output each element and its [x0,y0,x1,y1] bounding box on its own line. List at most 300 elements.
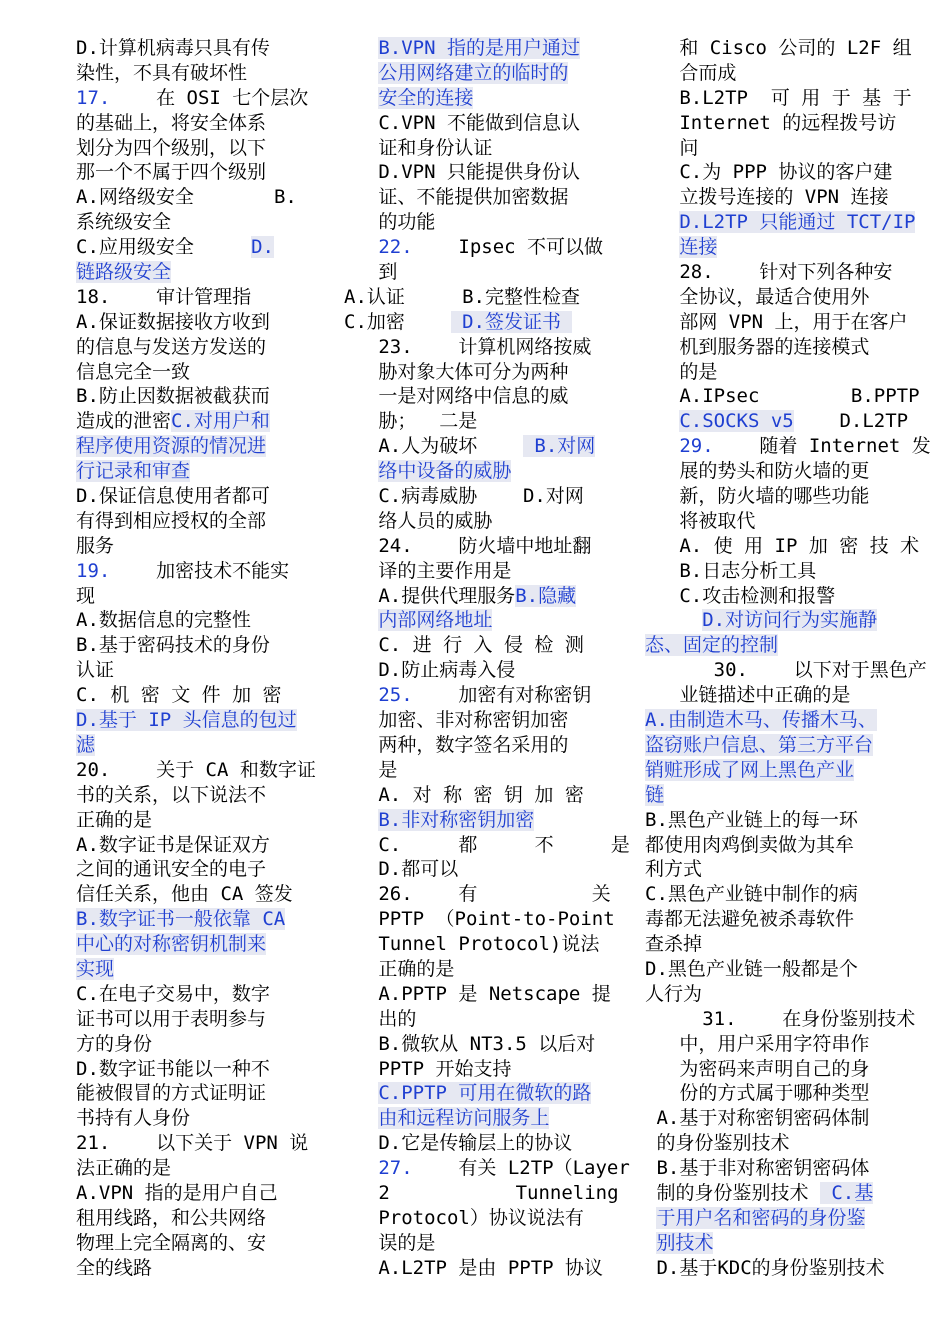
text-run: 20. 关于 CA 和数字证 [76,758,316,781]
answer-highlight: 链路级安全 [76,261,172,284]
text-run: 现 [76,584,96,607]
text-run: C.为 PPP 协议的客户建 [645,161,893,184]
text-line [645,1231,917,1256]
text-line [344,534,614,559]
text-run: D.L2TP [793,410,909,433]
text-run [645,410,679,432]
answer-highlight: 安全的连接 [378,86,474,109]
text-line [344,185,614,210]
text-line [645,907,917,932]
text-line [76,36,312,61]
text-line [645,957,917,982]
answer-highlight: D.对访问行为实施静 [702,609,878,632]
text-line [76,1106,312,1131]
text-line [645,882,917,907]
text-run: A.人为破坏 [344,435,523,458]
text-line [76,1181,312,1206]
text-run: 有关 L2TP（Layer [412,1157,630,1180]
text-line [645,111,917,136]
text-line [76,534,312,559]
text-run: 问 [645,136,699,159]
text-line [76,509,312,534]
text-run: 系统级安全 [76,211,172,234]
answer-highlight: 连接 [679,236,718,259]
text-line [344,1081,614,1106]
text-run: D.数字证书能以一种不 [76,1057,270,1080]
text-run: D.基于KDC的身份鉴别技术 [645,1256,885,1279]
text-run: 全协议，最适合使用外 [645,285,870,308]
text-line [76,733,312,758]
text-line [76,708,312,733]
text-line [344,1206,614,1231]
text-run: 机到服务器的连接模式 [645,335,870,358]
text-run: 胁对象大体可分为两种 [344,360,569,383]
answer-highlight: D. [251,236,274,259]
text-line [76,932,312,957]
answer-highlight: C.SOCKS v5 [679,410,794,433]
text-line [344,882,614,907]
text-run: 证和身份认证 [344,136,493,159]
text-line [344,459,614,484]
text-line [344,1131,614,1156]
answer-highlight: A.由制造木马、传播木马、 [645,709,877,732]
text-run: 划分为四个级别，以下 [76,136,267,159]
text-run [344,37,378,59]
answer-highlight: D.L2TP 只能通过 TCT/IP [679,211,916,234]
text-line [344,758,614,783]
answer-highlight: C.对用户和 [171,410,270,433]
text-run: 业链描述中正确的是 [645,684,851,707]
text-run: 展的势头和防火墙的更 [645,460,870,483]
answer-highlight: B.隐藏 [515,584,577,607]
text-run: 26. 有 关 [344,883,611,906]
text-run: 和 Cisco 公司的 L2F 组 [645,37,912,59]
text-run: 随着 Internet 发 [713,435,931,458]
text-line [645,1032,917,1057]
text-line [76,982,312,1007]
text-line [344,1057,614,1082]
text-line [645,434,931,459]
text-run: 合而成 [645,61,737,84]
text-run: C. 进 行 入 侵 检 测 [344,634,584,657]
text-line [76,1256,312,1281]
text-run: A.VPN 指的是用户自己 [76,1181,278,1204]
answer-highlight: B.对网 [522,435,596,458]
text-run: 的功能 [344,211,436,234]
text-run: 制的身份鉴别技术 [645,1181,820,1204]
text-line [76,857,312,882]
text-line [76,185,312,210]
text-run: C.应用级安全 [76,236,252,259]
text-line [76,484,312,509]
text-line [645,210,917,235]
text-run: 认证 [76,659,115,682]
text-line [645,86,917,111]
text-run: 21. 以下关于 VPN 说 [76,1132,309,1155]
text-line [76,1032,312,1057]
text-run: 人行为 [645,982,703,1005]
text-run: B.防止因数据被截获而 [76,385,270,408]
text-run: 将被取代 [645,509,756,532]
text-run: 加密有对称密钥 [412,684,592,707]
text-line [645,36,917,61]
text-run: A. 对 称 密 钥 加 密 [344,783,584,806]
text-line [76,833,312,858]
text-run [344,1082,378,1104]
text-line [645,1156,917,1181]
text-line [645,335,917,360]
text-line [344,907,614,932]
text-run: 两种，数字签名采用的 [344,733,569,756]
text-line [645,1007,917,1032]
text-line [76,1007,312,1032]
text-run: D.它是传输层上的协议 [344,1132,573,1155]
text-run: 的是 [645,360,718,383]
text-run: C.加密 [344,310,451,333]
text-line [344,86,614,111]
text-line [645,733,917,758]
text-run: 物理上完全隔离的、安 [76,1231,267,1254]
question-number: 27. [378,1157,413,1180]
text-line [645,708,917,733]
text-line [76,136,312,161]
text-line [645,982,917,1007]
text-run: A.保证数据接收方收到 [76,310,270,333]
question-number: 25. [378,684,413,707]
text-line [645,584,917,609]
text-line [645,260,917,285]
text-line [76,360,312,385]
text-line [76,310,312,335]
text-line [645,384,920,409]
text-line [76,235,312,260]
text-run [344,809,378,831]
text-run: 染性，不具有破坏性 [76,61,248,84]
text-run: 加密技术不能实 [110,559,290,582]
text-run: 查杀掉 [645,933,703,956]
text-run: 有得到相应授权的全部 [76,509,267,532]
text-line [344,434,614,459]
text-run: Protocol）协议说法有 [344,1206,584,1229]
answer-highlight: 实现 [76,957,115,980]
text-line [344,1032,614,1057]
answer-highlight: 行记录和审查 [76,460,191,483]
text-run: 信任关系，他由 CA 签发 [76,883,293,906]
text-line [645,1206,917,1231]
text-run: 一是对网络中信息的威 [344,385,569,408]
text-line [344,857,614,882]
text-run: 加密、非对称密钥加密 [344,709,569,732]
text-line [645,235,917,260]
text-line [344,833,630,858]
answer-highlight: 链 [645,783,665,806]
text-line [76,260,312,285]
text-line [344,1106,614,1131]
text-run: 译的主要作用是 [344,559,512,582]
text-run: Ipsec 不可以做 [412,236,604,259]
answer-highlight: B.VPN 指的是用户通过 [378,37,580,59]
text-line [344,733,614,758]
text-run [645,1207,656,1229]
text-run: D.都可以 [344,858,459,881]
text-run: A.网络级安全 B. [76,186,297,209]
text-run: C.VPN 不能做到信息认 [344,111,580,134]
text-run: 份的方式属于哪种类型 [645,1082,870,1105]
text-line [344,384,614,409]
text-line [645,658,927,683]
answer-highlight: C.基 [819,1181,874,1204]
text-line [76,1156,312,1181]
text-line [344,509,614,534]
text-line [645,160,917,185]
question-number: 29. [679,435,714,458]
text-line [76,61,312,86]
text-line [645,808,917,833]
text-run: Tunnel Protocol)说法 [344,933,600,956]
text-run [344,1107,378,1129]
answer-highlight: 销赃形成了网上黑色产业 [645,758,855,781]
text-run [645,236,679,258]
text-run: 新，防火墙的哪些功能 [645,485,870,508]
text-run: D.保证信息使用者都可 [76,485,270,508]
text-line [344,1256,614,1281]
text-line [344,409,614,434]
question-number: 17. [76,86,111,109]
answer-highlight: D.签发证书 [450,310,573,333]
text-line [76,111,312,136]
text-line [344,310,614,335]
text-run: 的基础上，将安全体系 [76,111,267,134]
text-run: A.PPTP 是 Netscape 提 [344,982,611,1005]
text-run: B.基于非对称密钥密码体 [645,1157,870,1180]
text-line [344,1231,614,1256]
text-run: A.数据信息的完整性 [76,609,251,632]
text-line [76,584,312,609]
text-line [76,335,312,360]
text-run: C.在电子交易中，数字 [76,982,270,1005]
text-run: 毒都无法避免被杀毒软件 [645,908,855,931]
question-number: 19. [76,559,111,582]
text-line [645,833,917,858]
text-line [344,608,614,633]
text-run: 的信息与发送方发送的 [76,335,267,358]
text-run: C.攻击检测和报警 [645,584,836,607]
text-line [344,210,614,235]
text-run [344,460,378,482]
text-line [344,235,614,260]
text-run: 书的关系，以下说法不 [76,783,267,806]
text-run: C.黑色产业链中制作的病 [645,883,858,906]
text-line [76,882,312,907]
text-line [645,285,917,310]
text-run: 服务 [76,534,115,557]
text-line [645,409,917,434]
text-run [645,1232,656,1254]
text-line [344,957,614,982]
question-number: 22. [378,236,413,259]
text-line [76,783,312,808]
text-line [645,509,917,534]
text-run: C. 机 密 文 件 加 密 [76,684,282,707]
text-line [645,783,917,808]
text-run: 立拨号连接的 VPN 连接 [645,186,889,209]
text-run: 络人员的威胁 [344,509,493,532]
text-run: C.病毒威胁 D.对网 [344,485,584,508]
text-line [344,808,614,833]
text-line [645,310,917,335]
text-line [76,1131,312,1156]
text-line [645,633,917,658]
text-run [344,1157,378,1179]
text-line [76,86,312,111]
text-run [344,609,378,631]
answer-highlight: B.非对称密钥加密 [378,808,535,831]
text-run [344,87,378,109]
answer-highlight: 态、固定的控制 [645,634,779,657]
text-line [344,335,614,360]
text-run: 部网 VPN 上，用于在客户 [645,310,908,333]
text-line [645,534,920,559]
text-run: 到 [344,261,398,284]
text-line [645,683,917,708]
text-run: 胁； 二是 [344,410,478,433]
text-run [344,236,378,258]
text-run: 能被假冒的方式证明证 [76,1082,267,1105]
text-line [344,783,614,808]
text-line [344,559,614,584]
text-line [344,1007,614,1032]
text-line [76,1206,312,1231]
text-run: 方的身份 [76,1032,153,1055]
text-run: 30. 以下对于黑色产 [645,659,927,682]
answer-highlight: 别技术 [656,1231,714,1254]
text-run: D.计算机病毒只具有传 [76,37,270,59]
text-line [645,932,917,957]
text-line [76,285,312,310]
text-line [344,136,614,161]
text-line [76,1057,312,1082]
text-line [344,36,614,61]
text-line [645,185,917,210]
text-run: D.VPN 只能提供身份认 [344,161,580,184]
text-run: 之间的通讯安全的电子 [76,858,267,881]
text-line [76,957,312,982]
text-run [645,435,679,457]
text-line [645,608,917,633]
text-line [76,409,312,434]
answer-highlight: C.PPTP 可用在微软的路 [378,1082,592,1105]
answer-highlight: 程序使用资源的情况进 [76,435,267,458]
text-run: 是 [344,758,398,781]
text-run: 利方式 [645,858,703,881]
text-run: B.日志分析工具 [645,559,817,582]
column-2 [344,36,630,1281]
answer-highlight: 内部网络地址 [378,609,493,632]
text-line [76,907,312,932]
text-line [76,559,312,584]
text-line [344,1156,630,1181]
text-run: 为密码来声明自己的身 [645,1057,870,1080]
text-run [645,211,679,233]
text-run: A.IPsec B.PPTP [645,385,920,408]
text-line [76,434,312,459]
text-line [344,61,614,86]
answer-highlight: 公用网络建立的临时的 [378,61,569,84]
text-line [76,633,312,658]
column-3 [645,36,931,1281]
text-line [645,1256,917,1281]
text-run: D.黑色产业链一般都是个 [645,957,858,980]
text-line [645,758,917,783]
text-run [645,609,702,631]
text-run: D.防止病毒入侵 [344,659,516,682]
answer-highlight: 盗窃账户信息、第三方平台 [645,733,874,756]
text-line [645,1081,917,1106]
text-line [645,136,917,161]
text-line [344,360,614,385]
text-run: A.提供代理服务 [344,584,516,607]
text-run: 24. 防火墙中地址翻 [344,534,592,557]
text-line [645,61,917,86]
text-line [76,683,312,708]
text-run: B.微软从 NT3.5 以后对 [344,1032,596,1055]
text-run: 租用线路，和公共网络 [76,1206,267,1229]
text-run: A.L2TP 是由 PPTP 协议 [344,1256,604,1279]
text-line [76,384,312,409]
text-line [344,1181,619,1206]
answer-highlight: D.基于 IP 头信息的包过 [76,709,297,732]
text-run: A.数字证书是保证双方 [76,833,270,856]
text-line [344,708,614,733]
text-line [344,160,614,185]
text-line [344,285,614,310]
text-line [344,484,614,509]
text-line [344,683,614,708]
text-run: A.基于对称密钥密码体制 [645,1107,870,1130]
text-run: 全的线路 [76,1256,153,1279]
text-run: A. 使 用 IP 加 密 技 术 [645,534,920,557]
text-run: 造成的泄密 [76,410,172,433]
text-run: 书持有人身份 [76,1107,191,1130]
text-line [645,1181,917,1206]
answer-highlight: 滤 [76,733,96,756]
text-run: 信息完全一致 [76,360,191,383]
text-line [76,1081,312,1106]
answer-highlight: 络中设备的威胁 [378,460,512,483]
text-run: 28. 针对下列各种安 [645,261,893,284]
text-line [76,808,312,833]
answer-highlight: 于用户名和密码的身份鉴 [656,1206,866,1229]
text-run: C. 都 不 是 [344,833,630,856]
text-line [645,1057,917,1082]
text-line [645,1106,917,1131]
text-line [76,1231,312,1256]
text-run: 误的是 [344,1231,436,1254]
text-line [645,857,917,882]
text-line [344,633,614,658]
text-line [76,758,316,783]
text-line [645,484,917,509]
text-run: 在 OSI 七个层次 [110,86,309,109]
answer-highlight: 中心的对称密钥机制来 [76,933,267,956]
text-line [76,459,312,484]
text-run: A.认证 B.完整性检查 [344,285,580,308]
column-1 [76,36,316,1281]
text-run: 的身份鉴别技术 [645,1132,790,1155]
text-run: 都使用肉鸡倒卖做为其牟 [645,833,855,856]
text-run: 正确的是 [76,808,153,831]
text-run: 18. 审计管理指 [76,285,252,308]
